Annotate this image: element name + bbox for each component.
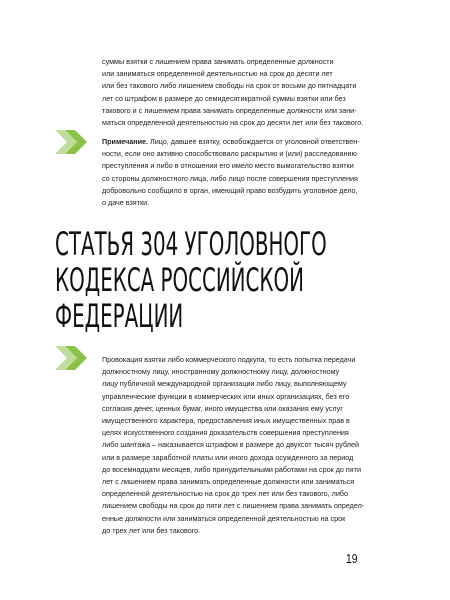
heading-line: СТАТЬЯ 304 УГОЛОВНОГО [55, 225, 327, 263]
text-line: суммы взятки с лишением права занимать определенные должности [102, 57, 334, 66]
heading-line: КОДЕКСА РОССИЙСКОЙ [55, 261, 304, 299]
note-paragraph [102, 136, 384, 209]
text-line: согласия денег, ценных бумаг, иного имущества или оказания ему услуг [102, 403, 343, 413]
text-line: либо шантажа – наказывается штрафом в размере до двухсот тысяч рублей [102, 440, 359, 450]
article-heading [55, 225, 327, 335]
paragraph-penalty-continuation [102, 56, 384, 129]
note-label: Примечание. [102, 137, 149, 146]
article-text-paragraph [102, 354, 384, 537]
text-line: или в размере заработной платы или иного дохода осужденного за период [102, 452, 354, 462]
text-line: енные должности или заниматься определенной деятельностью на срок [102, 513, 346, 523]
text-line: Провокация взятки либо коммерческого подкупа, то есть попытка передачи [102, 355, 356, 364]
double-chevron-right-icon [55, 346, 87, 370]
text-line: ности, если оно активно способствовало раскрытию и (или) расследованию [102, 149, 357, 159]
text-line: такового и с лишением права занимать определенные должности или зани- [102, 105, 357, 115]
text-line: добровольно сообщило в орган, имеющий право возбудить уголовное дело, [102, 185, 358, 195]
text-line: имущественного характера, предоставления иных имущественных прав в [102, 416, 350, 426]
text-line: до восемнадцати месяцев, либо принудительными работами на срок до пяти [102, 464, 361, 474]
text-line: до трех лет или без такового. [102, 525, 201, 535]
double-chevron-right-icon [55, 130, 87, 154]
note-first-line-text: Лицо, давшее взятку, освобождается от уголовной ответствен- [148, 137, 360, 146]
text-line: или заниматься определенной деятельностью на срок до десяти лет [102, 69, 333, 79]
note-first-line [102, 136, 384, 148]
text-line: определенной деятельностью на срок до трех лет или без такового, либо [102, 489, 348, 499]
heading-line: ФЕДЕРАЦИИ [55, 297, 184, 335]
text-line: со стороны должностного лица, либо лицо после совершения преступления [102, 173, 358, 183]
text-line: управленческие функции в коммерческих или иных организациях, без его [102, 391, 350, 401]
text-line: лицу публичной международной организации либо лицу, выполняющему [102, 379, 347, 389]
text-line: должностному лицу, иностранному должностному лицу, должностному [102, 367, 340, 377]
text-line: или без такового либо лишением свободы на срок от восьми до пятнадцати [102, 81, 357, 91]
text-line: лет со штрафом в размере до семидесятикратной суммы взятки или без [102, 93, 346, 103]
text-line: лет с лишением права занимать определенные должности или заниматься [102, 477, 355, 487]
text-line: лишением свободы на срок до пяти лет с лишением права занимать определ- [102, 501, 365, 511]
text-line: маться определенной деятельностью на срок до десяти лет или без такового. [102, 118, 364, 128]
text-line: о даче взятки. [102, 198, 150, 208]
text-line: преступления и либо в отношении его имело место вымогательство взятки [102, 161, 354, 171]
page-number: 19 [346, 551, 358, 566]
text-line: целях искусственного создания доказательств совершения преступления [102, 428, 349, 438]
